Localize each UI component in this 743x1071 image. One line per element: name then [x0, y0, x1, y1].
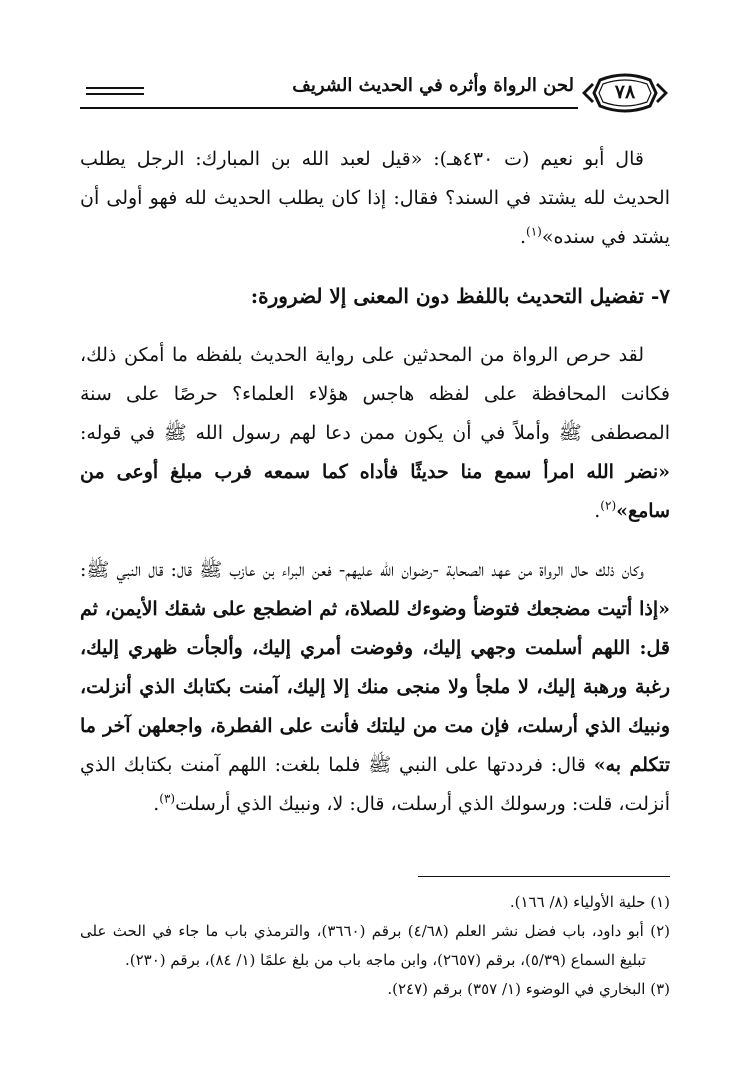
footnote-separator [418, 876, 670, 877]
footnote-ref-2: (٢) [600, 498, 617, 513]
paragraph-abu-nuaym: قال أبو نعيم (ت ٤٣٠هـ): «قيل لعبد الله بن المبارك: الرجل يطلب الحديث لله يشتد في السند؟ فقال: إذا كان يطلب الحديث لله فهو أولى أن يشتد في سنده»$^{(١)}$. [80, 148, 670, 248]
main-text [80, 140, 670, 844]
running-title: لحن الرواة وأثره في الحديث الشريف [292, 75, 574, 96]
footnote-ref-1: (١) [526, 224, 542, 239]
footnotes [80, 888, 670, 1004]
paragraph-text: وكان ذلك حال الرواة من عهد الصحابة -رضوان الله عليهم- فعن البراء بن عازب ﷺ قال: قال النبي ﷺ: [80, 559, 644, 581]
paragraph-text: لقد حرص الرواة من المحدثين على رواية الحديث بلفظه ما أمكن ذلك، فكانت المحافظة على لفظه هاجس هؤلاء العلماء؟ حرصًا على سنة المصطفى ﷺ وأملاً في أن يكون ممن دعا لهم رسول الله ﷺ في قوله: [80, 344, 670, 444]
paragraph-narration-wording: لقد حرص الرواة من المحدثين على رواية الحديث بلفظه ما أمكن ذلك، فكانت المحافظة على لفظه هاجس هؤلاء العلماء؟ حرصًا على سنة المصطفى ﷺ وأملاً في أن يكون ممن دعا لهم رسول الله ﷺ في قوله: «نضر الله امرأ سمع منا حديثًا فأداه كما سمعه فرب مبلغ أوعى من سامع»$^{(٢)}$. [80, 344, 670, 522]
paragraph-text: قال: فرددتها على النبي ﷺ فلما بلغت: اللهم آمنت بكتابك الذي أنزلت، قلت: ورسولك الذي أرسلت، قال: لا، ونبيك الذي أرسلت [80, 754, 670, 815]
page-number-badge [580, 72, 670, 114]
hadith-quote: «نضر الله امرأ سمع منا حديثًا فأداه كما سمعه فرب مبلغ أوعى من سامع» [80, 461, 670, 522]
header-double-rule [86, 87, 144, 95]
paragraph-companions: وكان ذلك حال الرواة من عهد الصحابة -رضوان الله عليهم- فعن البراء بن عازب ﷺ قال: قال النبي ﷺ: «إذا أتيت مضجعك فتوضأ وضوءك للصلاة، ثم اضطجع على شقك الأيمن، ثم قل: اللهم أسلمت وجهي إليك، وفوضت أمري إليك، وألجأت ظهري إليك، رغبة ورهبة إليك، لا ملجأ ولا منجى منك إلا إليك، آمنت بكتابك الذي أنزلت، ونبيك الذي أرسلت، فإن مت من ليلتك فأنت على الفطرة، واجعلهن آخر ما تتكلم به» قال: فرددتها على النبي ﷺ فلما بلغت: اللهم آمنت بكتابك الذي أنزلت، قلت: ورسولك الذي أرسلت، قال: لا، ونبيك الذي أرسلت$^{(٣)}$. [80, 559, 670, 815]
section-heading: ٧- تفضيل التحديث باللفظ دون المعنى إلا لضرورة: [250, 284, 670, 308]
header-underline [80, 107, 578, 109]
footnote-ref-3: (٣) [159, 791, 176, 806]
footnote-3: (٣) البخاري في الوضوء (١/ ٣٥٧) برقم (٢٤٧). [387, 980, 670, 998]
hadith-quote: «إذا أتيت مضجعك فتوضأ وضوءك للصلاة، ثم اضطجع على شقك الأيمن، ثم قل: اللهم أسلمت وجهي إليك، وفوضت أمري إليك، وألجأت ظهري إليك، رغبة ورهبة إليك، لا ملجأ ولا منجى منك إلا إليك، آمنت بكتابك الذي أنزلت، ونبيك الذي أرسلت، فإن مت من ليلتك فأنت على الفطرة، واجعلهن آخر ما تتكلم به» [80, 598, 670, 776]
paragraph-text: قال أبو نعيم (ت ٤٣٠هـ): «قيل لعبد الله بن المبارك: الرجل يطلب الحديث لله يشتد في السند؟ فقال: إذا كان يطلب الحديث لله فهو أولى أن يشتد في سنده» [80, 148, 670, 248]
running-header [80, 72, 670, 122]
page-number: ٧٨ [614, 81, 636, 103]
footnote-1: (١) حلية الأولياء (٨/ ١٦٦). [509, 893, 670, 911]
footnote-2: (٢) أبو داود، باب فضل نشر العلم (٤/٦٨) برقم (٣٦٦٠)، والترمذي باب ما جاء في الحث على تبليغ السماع (٥/٣٩)، برقم (٢٦٥٧)، وابن ماجه باب من بلغ علمًا (١/ ٨٤)، برقم (٢٣٠). [80, 922, 670, 969]
